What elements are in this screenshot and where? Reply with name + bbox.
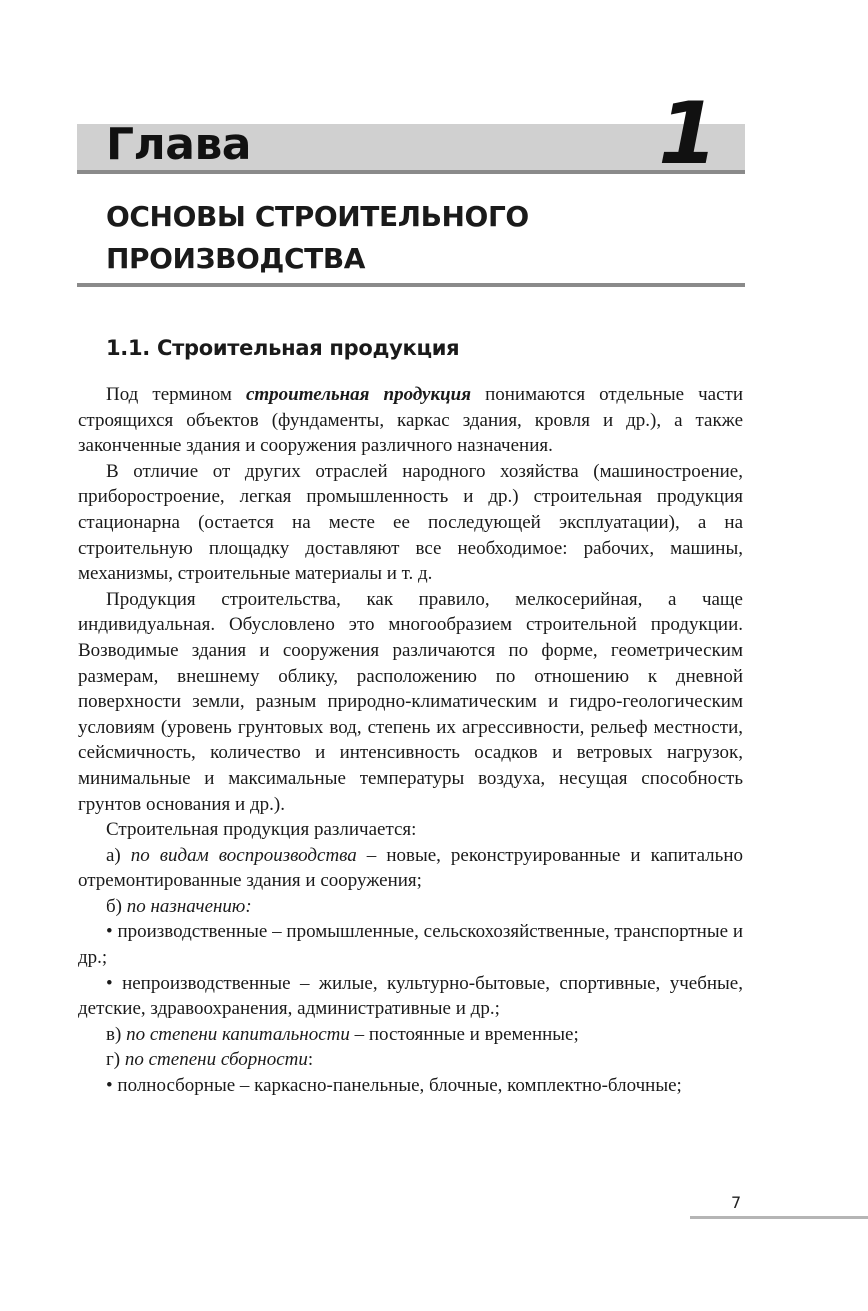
page-number-rule — [690, 1216, 868, 1219]
chapter-title-line-1: ОСНОВЫ СТРОИТЕЛЬНОГО — [106, 200, 529, 233]
list-marker-c: в) — [106, 1023, 127, 1045]
paragraph-1 — [78, 382, 743, 459]
paragraph-4: Строительная продукция различается: — [106, 819, 417, 841]
paragraph-3: Продукция строительства, как правило, мелкосерийная, а чаще индивидуальная. Обусловлено это многообразием строительной продукции. Возводимые здания и сооружения различаются по форме, геометрическим размерам, внешнему облику, расположению по отношению к дневной поверхности земли, разным природно-климатическим и гидро-геологическим условиям (уровень грунтовых вод, степень их агрессивности, рельеф местности, сейсмичность, количество и интенсивность осадков и ветровых нагрузок, минимальные и максимальные температуры воздуха, несущая способность грунтов основания и др.). — [78, 588, 743, 815]
bullet-text-2: непроизводственные – жилые, культурно-бытовые, спортивные, учебные, детские, здравоохранения, административные и др.; — [78, 972, 743, 1020]
bullet-text-1: производственные – промышленные, сельскохозяйственные, транспортные и др.; — [78, 921, 744, 969]
section-title: 1.1. Строительная продукция — [106, 336, 460, 360]
list-item-a — [78, 843, 743, 894]
list-marker-a: а) — [106, 844, 131, 866]
bullet-item-3 — [78, 1073, 743, 1099]
bullet-icon: • — [106, 1075, 118, 1097]
list-term-c: по степени капитальности — [126, 1023, 350, 1045]
list-term-b: по назначению: — [126, 895, 252, 917]
bullet-icon: • — [106, 921, 118, 943]
chapter-number: 1 — [658, 84, 718, 184]
list-item-c — [78, 1022, 743, 1048]
list-marker-d: г) — [106, 1049, 125, 1071]
list-text-d: : — [307, 1049, 314, 1071]
paragraph-1-start: Под термином — [106, 384, 246, 405]
chapter-title — [106, 196, 726, 280]
bullet-text-3: полносборные – каркасно-панельные, блочные, комплектно-блочные; — [117, 1075, 682, 1097]
chapter-title-rule — [77, 283, 745, 287]
chapter-label: Глава — [106, 119, 251, 170]
list-text-c: – постоянные и временные; — [349, 1023, 579, 1045]
body-text — [78, 382, 743, 1099]
list-text-a: – новые, реконструированные и капитально отремонтированные здания и сооружения; — [78, 844, 743, 892]
chapter-title-line-2: ПРОИЗВОДСТВА — [106, 242, 366, 275]
list-marker-b: б) — [106, 895, 127, 917]
list-item-d — [78, 1047, 743, 1073]
paragraph-2: В отличие от других отраслей народного хозяйства (машиностроение, приборостроение, легкая промышленность и др.) строительная продукция стационарна (остается на месте ее последующей эксплуатации), а на строительную площадку доставляют все необходимое: рабочих, машины, механизмы, строительные материалы и т. д. — [78, 460, 743, 585]
bullet-item-1 — [78, 919, 743, 970]
list-item-b — [78, 894, 743, 920]
term-construction-product: строительная продукция — [245, 384, 472, 405]
list-term-a: по видам воспроизводства — [130, 844, 357, 866]
bullet-icon: • — [106, 972, 123, 994]
page-number: 7 — [731, 1193, 742, 1212]
list-term-d: по степени сборности — [124, 1049, 308, 1071]
bullet-item-2 — [78, 971, 743, 1022]
paragraph-1-end: понимаются отдельные части строящихся объектов (фундаменты, каркас здания, кровля и др.), а также законченные здания и сооружения различного назначения. — [78, 384, 743, 457]
